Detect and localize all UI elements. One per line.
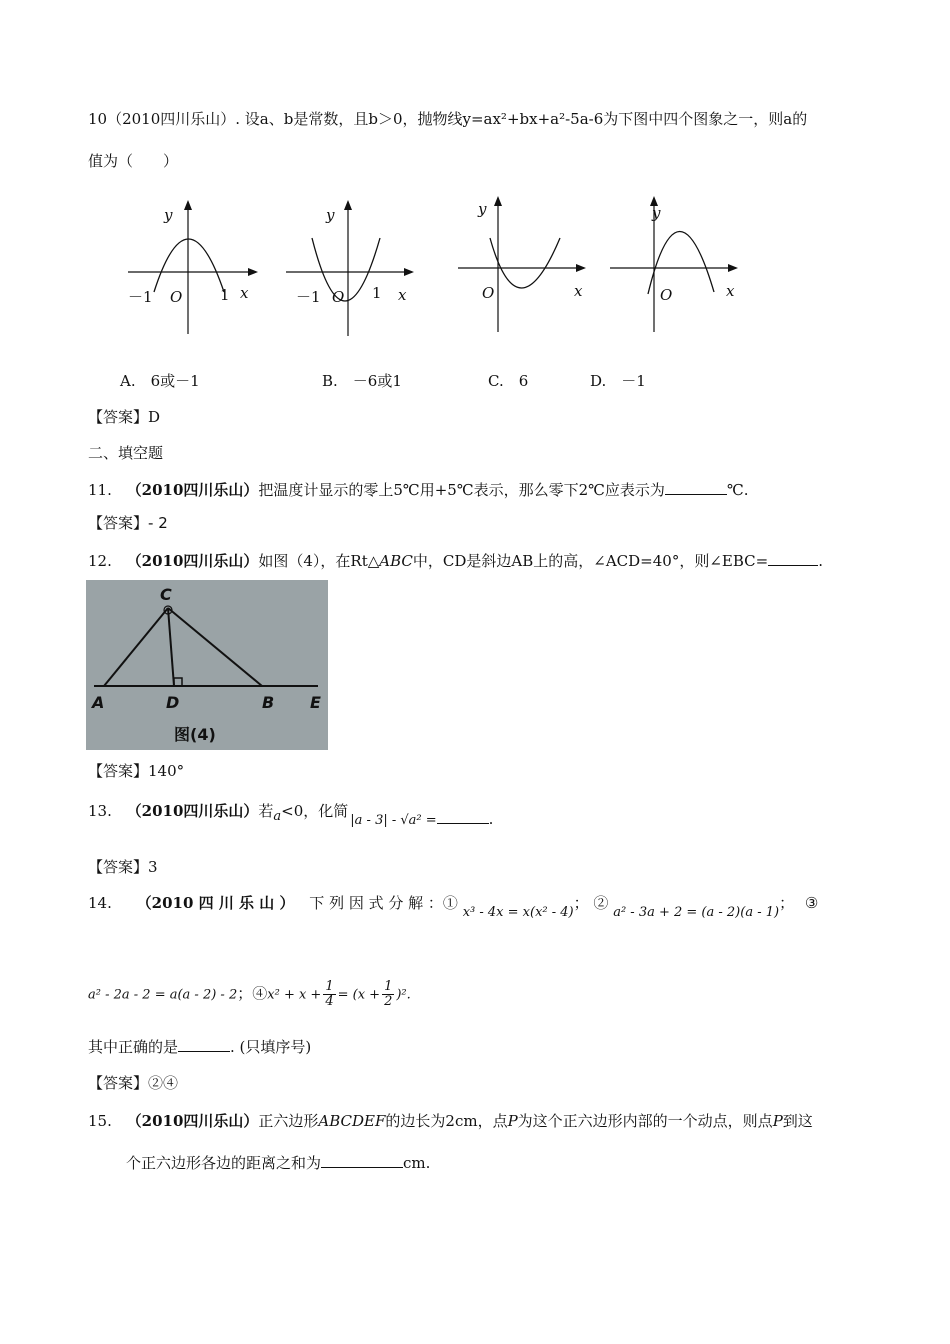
q14-item1: x³ - 4x = x(x² - 4) bbox=[462, 905, 574, 920]
graph-a-one-label: 1 bbox=[220, 286, 230, 304]
q13-tail: . bbox=[488, 810, 494, 828]
q14-closing-b: . (只填序号) bbox=[230, 1038, 312, 1056]
graph-a-y-label: y bbox=[164, 206, 173, 224]
graph-d-y-label: y bbox=[652, 204, 661, 222]
graph-b-neg1-label: －1 bbox=[296, 288, 321, 306]
q14-item4-part-c: )². bbox=[396, 987, 411, 1003]
q12-source: （2010四川乐山） bbox=[126, 552, 259, 570]
q14-sep3: ； bbox=[237, 984, 253, 1003]
graph-b bbox=[284, 198, 424, 338]
graph-a bbox=[124, 198, 264, 338]
graph-c-x-label: x bbox=[574, 282, 583, 300]
q11-number: 11. bbox=[88, 481, 112, 499]
q15-blank bbox=[321, 1153, 403, 1168]
q14-intro: 下 列 因 式 分 解 ： bbox=[309, 894, 443, 912]
q14-item2-mark: ② bbox=[593, 894, 609, 912]
graph-b-x-label: x bbox=[398, 286, 407, 304]
q14-sep2: ； bbox=[779, 894, 795, 912]
q15-line2-text: 个正六边形各边的距离之和为 bbox=[126, 1154, 322, 1172]
section-title: 二、填空题 bbox=[88, 444, 164, 462]
q11-line bbox=[88, 479, 749, 500]
figure-4-caption: 图(4) bbox=[174, 725, 216, 744]
q14-item2: a² - 3a + 2 = (a - 2)(a - 1) bbox=[613, 905, 780, 920]
q15-tail: cm. bbox=[403, 1154, 431, 1172]
q10-line1: 10（2010四川乐山）. 设a、b是常数，且b＞0，抛物线y=ax²+bx+a²-5a-6为下图中四个图象之一，则a的 bbox=[88, 110, 808, 128]
q10-answer: 【答案】D bbox=[88, 408, 161, 426]
graph-d-x-label: x bbox=[726, 282, 735, 300]
graph-b-y-label: y bbox=[326, 206, 335, 224]
q11-answer-value: - 2 bbox=[148, 514, 168, 532]
q13-source: （2010四川乐山） bbox=[126, 802, 259, 820]
q14-item3-mark: ③ bbox=[804, 894, 819, 912]
graph-d-origin-label: O bbox=[660, 286, 673, 304]
q14-blank bbox=[178, 1037, 230, 1052]
q13-text-b: <0，化简 bbox=[281, 802, 349, 820]
q14-line1 bbox=[88, 892, 819, 920]
q12-tail: . bbox=[818, 552, 823, 570]
graph-c bbox=[456, 192, 596, 332]
graph-a-neg1-label: －1 bbox=[128, 288, 153, 306]
figure-4-point-e: E bbox=[310, 693, 321, 712]
q12-line bbox=[88, 550, 823, 571]
figure-4-point-b: B bbox=[262, 693, 275, 712]
q11-answer-label: 【答案】 bbox=[88, 514, 149, 532]
q15-point-p1: P bbox=[507, 1112, 518, 1130]
q15-text-d: 到这 bbox=[782, 1112, 813, 1130]
q10-option-c: C. 6 bbox=[488, 372, 529, 390]
q11-answer bbox=[88, 512, 168, 533]
q13-line bbox=[88, 800, 494, 828]
q15-text-b: 的边长为2cm，点 bbox=[385, 1112, 508, 1130]
q10-option-b: B. －6或1 bbox=[322, 372, 402, 390]
q10-line2: 值为（ ） bbox=[88, 152, 179, 170]
q11-text: 把温度计显示的零上5℃用+5℃表示，那么零下2℃应表示为 bbox=[258, 481, 665, 499]
q14-fraction-half-num: 1 bbox=[384, 979, 393, 994]
graph-b-origin-label: O bbox=[332, 288, 345, 306]
q13-var-a: a bbox=[273, 809, 282, 824]
q14-item4-part-b: = (x + bbox=[337, 987, 381, 1003]
q14-fraction-quarter bbox=[323, 980, 335, 1009]
q11-source: （2010四川乐山） bbox=[126, 481, 259, 499]
q12-blank bbox=[768, 551, 818, 566]
q12-number: 12. bbox=[88, 552, 112, 570]
graph-d bbox=[608, 192, 748, 332]
q14-item1-mark: ① bbox=[442, 894, 458, 912]
graph-a-x-label: x bbox=[240, 284, 249, 302]
q14-item3: a² - 2a - 2 = a(a - 2) - 2 bbox=[88, 987, 238, 1003]
q14-item4-mark: ④ bbox=[252, 984, 268, 1003]
q14-sep1: ； bbox=[573, 894, 589, 912]
q15-number: 15. bbox=[88, 1112, 112, 1130]
graph-b-one-label: 1 bbox=[372, 284, 382, 302]
q14-answer: 【答案】②④ bbox=[88, 1074, 179, 1092]
graph-c-origin-label: O bbox=[482, 284, 495, 302]
graph-a-origin-label: O bbox=[170, 288, 183, 306]
q15-line2 bbox=[126, 1152, 430, 1173]
figure-4-point-d: D bbox=[166, 693, 180, 712]
q15-text-a: 正六边形 bbox=[258, 1112, 319, 1130]
q14-fraction-quarter-num: 1 bbox=[325, 979, 334, 994]
q14-fraction-quarter-den: 4 bbox=[325, 994, 334, 1009]
figure-4-point-c: C bbox=[160, 585, 172, 604]
q13-answer: 【答案】3 bbox=[88, 858, 158, 876]
q11-tail: ℃. bbox=[726, 481, 749, 499]
q15-point-p2: P bbox=[772, 1112, 783, 1130]
q12-text-a: 如图（4），在Rt△ bbox=[258, 552, 380, 570]
q13-text-a: 若 bbox=[258, 802, 274, 820]
q14-closing bbox=[88, 1036, 311, 1057]
q13-expression: |a - 3| - √a² = bbox=[350, 813, 437, 828]
graph-c-y-label: y bbox=[478, 200, 487, 218]
q14-line2 bbox=[88, 980, 411, 1009]
q15-line1 bbox=[88, 1110, 813, 1131]
q14-number: 14. bbox=[88, 894, 112, 912]
q14-fraction-half bbox=[382, 980, 394, 1009]
q14-item4-part-a: x² + x + bbox=[267, 987, 322, 1003]
q12-triangle-name: ABC bbox=[379, 552, 413, 570]
q15-source: （2010四川乐山） bbox=[126, 1112, 259, 1130]
figure-4-point-a: A bbox=[92, 693, 105, 712]
q12-answer: 【答案】140° bbox=[88, 762, 185, 780]
q12-text-b: 中，CD是斜边AB上的高，∠ACD=40°，则∠EBC= bbox=[412, 552, 769, 570]
q11-blank bbox=[665, 480, 727, 495]
q14-closing-a: 其中正确的是 bbox=[88, 1038, 179, 1056]
q13-blank bbox=[437, 809, 489, 824]
q10-option-a: A. 6或－1 bbox=[120, 372, 200, 390]
q13-number: 13. bbox=[88, 802, 112, 820]
figure-4-image bbox=[86, 580, 328, 750]
q15-hexagon-name: ABCDEF bbox=[318, 1112, 386, 1130]
q10-option-d: D. －1 bbox=[590, 372, 646, 390]
q14-fraction-half-den: 2 bbox=[384, 994, 393, 1009]
q15-text-c: 为这个正六边形内部的一个动点，则点 bbox=[517, 1112, 773, 1130]
q14-source: （2010 四 川 乐 山 ） bbox=[136, 894, 295, 912]
